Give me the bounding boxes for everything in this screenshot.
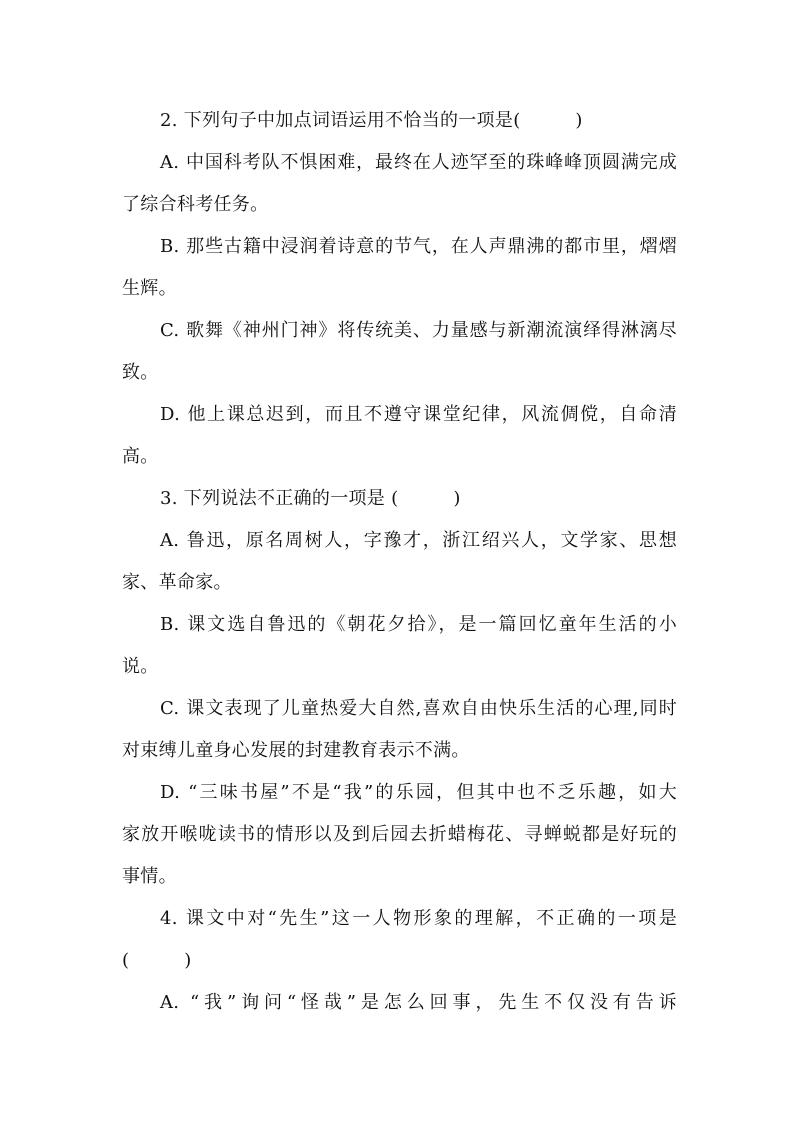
option-a xyxy=(122,520,677,604)
option-line: D. “三味书屋”不是“我”的乐园，但其中也不乏乐趣，如大 xyxy=(160,782,677,803)
option-line: 高。 xyxy=(122,446,159,467)
option-a xyxy=(122,982,677,1024)
question-stem: 2. 下列句子中加点词语运用不恰当的一项是( ) xyxy=(160,110,583,131)
question-stem: 3. 下列说法不正确的一项是 ( ) xyxy=(160,488,461,509)
option-line: 致。 xyxy=(122,362,159,383)
option-line: 家、革命家。 xyxy=(122,572,232,593)
option-d xyxy=(122,772,677,898)
option-line: B. 课文选自鲁迅的《朝花夕拾》，是一篇回忆童年生活的小 xyxy=(160,614,677,635)
option-d xyxy=(122,394,677,478)
option-line: A. 中国科考队不惧困难，最终在人迹罕至的珠峰峰顶圆满完成 xyxy=(160,152,677,173)
question-3 xyxy=(122,478,677,898)
option-line: B. 那些古籍中浸润着诗意的节气，在人声鼎沸的都市里，熠熠 xyxy=(160,236,677,257)
option-line: 说。 xyxy=(122,656,159,677)
option-line: 了综合科考任务。 xyxy=(122,194,269,215)
document-page xyxy=(122,100,677,1024)
option-c xyxy=(122,688,677,772)
option-line: 生辉。 xyxy=(122,278,177,299)
option-line: 对束缚儿童身心发展的封建教育表示不满。 xyxy=(122,740,470,761)
option-a xyxy=(122,142,677,226)
option-line: A. 鲁迅，原名周树人，字豫才，浙江绍兴人，文学家、思想 xyxy=(160,530,677,551)
option-b xyxy=(122,604,677,688)
option-line: A. “我”询问“怪哉”是怎么回事，先生不仅没有告诉 xyxy=(160,992,677,1013)
option-line: 家放开喉咙读书的情形以及到后园去折蜡梅花、寻蝉蜕都是好玩的 xyxy=(122,824,677,845)
question-stem-answer-blank: ( ) xyxy=(122,950,192,971)
option-c xyxy=(122,310,677,394)
option-line: C. 课文表现了儿童热爱大自然,喜欢自由快乐生活的心理,同时 xyxy=(160,698,677,719)
option-line: 事情。 xyxy=(122,866,177,887)
question-4 xyxy=(122,898,677,1024)
option-line: C. 歌舞《神州门神》将传统美、力量感与新潮流演绎得淋漓尽 xyxy=(160,320,677,341)
option-b xyxy=(122,226,677,310)
option-line: D. 他上课总迟到，而且不遵守课堂纪律，风流倜傥，自命清 xyxy=(160,404,677,425)
question-stem: 4. 课文中对“先生”这一人物形象的理解，不正确的一项是 xyxy=(160,908,677,929)
question-2 xyxy=(122,100,677,478)
